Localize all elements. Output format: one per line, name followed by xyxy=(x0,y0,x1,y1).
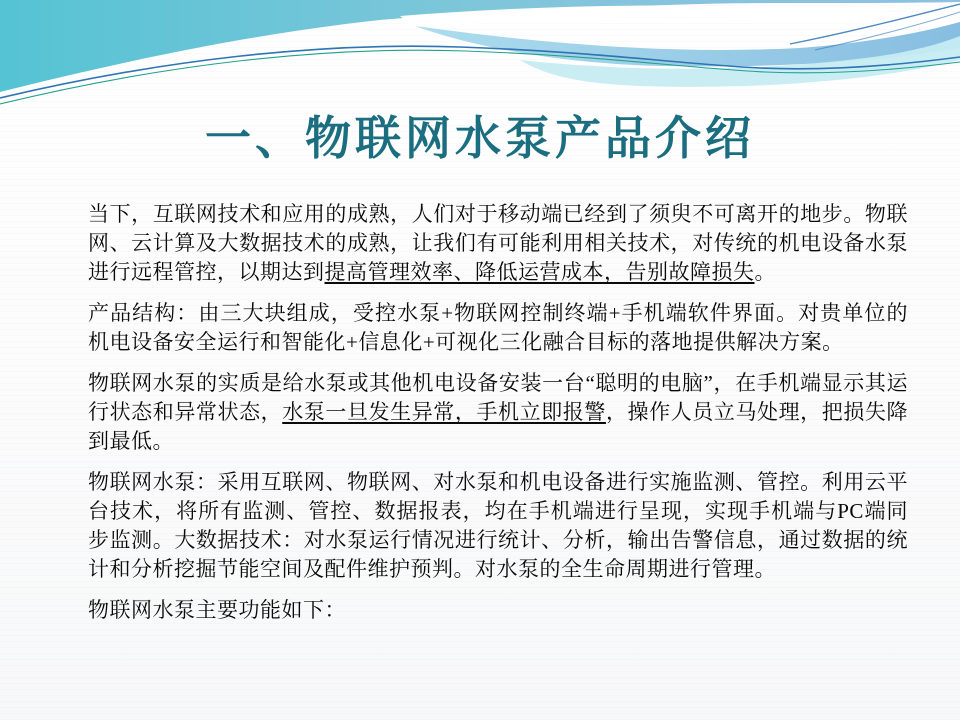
paragraph xyxy=(88,468,908,584)
wave-band-secondary xyxy=(415,22,960,66)
slide-title: 一、物联网水泵产品介绍 xyxy=(205,112,755,164)
text-segment: 当下，互联网技术和应用的成熟，人们对于移动端已经到了须臾不可离开的地步。物联网、云计算及大数据技术的成熟，让我们有可能利用相关技术，对传统的机电设备水泵进行远程管控，以期达到 xyxy=(88,202,908,284)
wave-ribbon-white xyxy=(400,5,960,30)
text-segment: 物联网水泵主要功能如下： xyxy=(88,598,346,622)
underlined-text: 水泵一旦发生异常，手机立即报警 xyxy=(282,400,606,424)
accent-line-teal xyxy=(0,50,960,104)
text-segment: 物联网水泵：采用互联网、物联网、对水泵和机电设备进行实施监测、管控。利用云平台技术，将所有监测、管控、数据报表，均在手机端进行呈现，实现手机端与PC端同步监测。大数据技术：对水泵运行情况进行统计、分析，输出告警信息，通过数据的统计和分析挖掘节能空间及配件维护预判。对水泵的全生命周期进行管理。 xyxy=(88,470,908,581)
paragraph xyxy=(88,369,908,456)
text-segment: ，操作人员立马处理，把损失降到最低。 xyxy=(88,400,909,453)
paragraph xyxy=(88,299,908,357)
corner-stripe-line-2 xyxy=(815,12,960,50)
wave-graphic xyxy=(0,0,960,200)
slide-body xyxy=(88,200,908,637)
paragraph xyxy=(88,596,908,625)
corner-stripe-line-1 xyxy=(790,4,960,44)
paragraph xyxy=(88,200,908,287)
header-wave-decoration xyxy=(0,0,960,200)
wave-band-cyan xyxy=(520,36,960,87)
wave-band-main xyxy=(0,0,960,92)
underlined-text: 提高管理效率、降低运营成本，告别故障损失 xyxy=(324,260,755,284)
text-segment: 。 xyxy=(754,260,776,284)
accent-line-blue xyxy=(0,46,960,98)
text-segment: 产品结构：由三大块组成，受控水泵+物联网控制终端+手机端软件界面。对贵单位的机电设备安全运行和智能化+信息化+可视化三化融合目标的落地提供解决方案。 xyxy=(88,301,908,354)
text-segment: 物联网水泵的实质是给水泵或其他机电设备安装一台“聪明的电脑”，在手机端显示其运行状态和异常状态， xyxy=(88,371,908,424)
